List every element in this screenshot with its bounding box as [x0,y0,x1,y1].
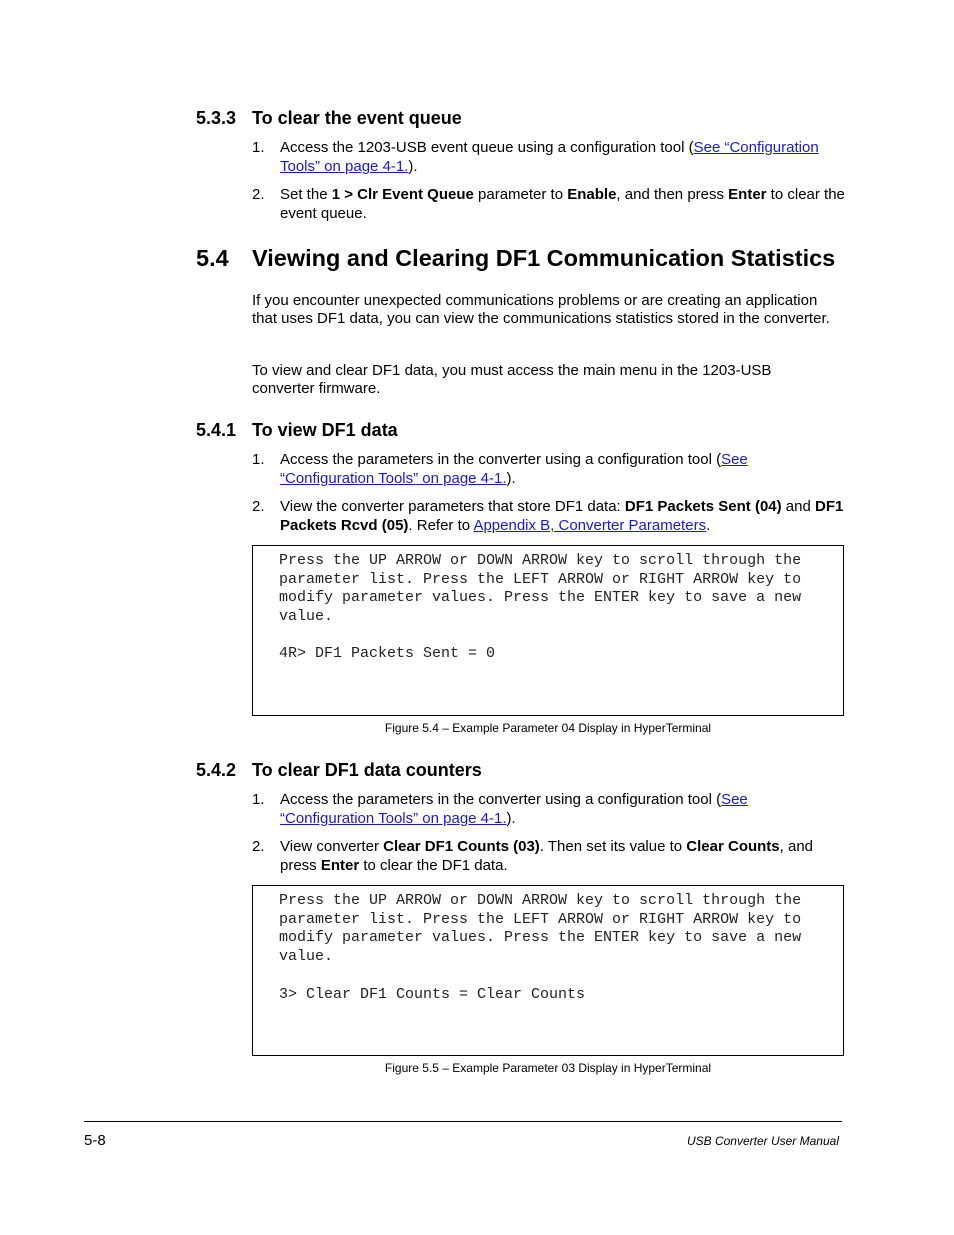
terminal-line: parameter list. Press the LEFT ARROW or RIGHT ARROW key to [279,570,802,588]
config-tools-link[interactable]: See “Configuration Tools” on page 4-1. [280,139,819,175]
terminal-line: value. [279,947,334,965]
terminal-line: Press the UP ARROW or DOWN ARROW key to scroll through the [279,552,802,569]
step-1-event-queue [252,138,852,178]
step-text: Access the parameters in the converter using a configuration tool (See “Configuration Tools” on page 4-1.). [280,791,748,827]
step-text: Set the 1 > Clr Event Queue parameter to Enable, and then press Enter to clear the event queue. [280,186,845,222]
page-number: 5-8 [84,1132,106,1149]
step-1-clear-df1 [252,790,852,830]
step-number: 1. [252,791,265,808]
section-title: To view DF1 data [252,420,398,440]
step-text: View the converter parameters that store DF1 data: DF1 Packets Sent (04) and DF1 Packets Rcvd (05). Refer to Appendix B, Converter Parameters. [280,498,844,534]
manual-title: USB Converter User Manual [686,1134,839,1148]
section-title: Viewing and Clearing DF1 Communication Statistics [252,245,836,271]
section-number: 5.4.2 [196,760,237,780]
hyperterminal-display-param-03 [252,885,844,1056]
section-number: 5.4.1 [196,420,237,440]
section-heading-5-4-2 [196,759,836,781]
figure-caption-5-4: Figure 5.4 – Example Parameter 04 Display in HyperTerminal [384,721,712,735]
section-heading-5-4-1 [196,419,836,441]
terminal-line: parameter list. Press the LEFT ARROW or RIGHT ARROW key to [279,910,802,928]
step-number: 1. [252,139,265,156]
step-text: Access the 1203-USB event queue using a configuration tool (See “Configuration Tools” on page 4-1.). [280,139,819,175]
footer-rule [84,1121,842,1122]
section-heading-5-4 [196,244,876,272]
terminal-line: value. [279,607,334,625]
step-text: Access the parameters in the converter using a configuration tool (See “Configuration Tools” on page 4-1.). [280,451,748,487]
step-2-view-df1 [252,497,852,537]
step-number: 2. [252,186,265,203]
terminal-value-line: 3> Clear DF1 Counts = Clear Counts [279,986,586,1003]
access-paragraph: To view and clear DF1 data, you must access the main menu in the 1203-USB converter firmware. [252,362,772,397]
step-number: 1. [252,451,265,468]
step-2-clear-df1 [252,837,852,877]
terminal-line: Press the UP ARROW or DOWN ARROW key to scroll through the [279,892,802,909]
step-number: 2. [252,498,265,515]
step-1-view-df1 [252,450,852,490]
section-title: To clear DF1 data counters [252,760,482,780]
terminal-line: modify parameter values. Press the ENTER key to save a new [279,929,802,947]
figure-caption-5-5: Figure 5.5 – Example Parameter 03 Display in HyperTerminal [384,1061,712,1075]
step-text: View converter Clear DF1 Counts (03). Then set its value to Clear Counts, and press Enter to clear the DF1 data. [280,838,814,874]
section-title: To clear the event queue [252,108,462,128]
config-tools-link[interactable]: See “Configuration Tools” on page 4-1. [280,451,748,487]
section-number: 5.4 [196,245,229,271]
step-2-event-queue [252,185,852,225]
intro-paragraph: If you encounter unexpected communications problems or are creating an application that uses DF1 data, you can view the communications statistics stored in the converter. [252,292,830,327]
appendix-b-link[interactable]: Appendix B, Converter Parameters [473,517,707,534]
config-tools-link[interactable]: See “Configuration Tools” on page 4-1. [280,791,748,827]
section-heading-5-3-3 [196,107,836,129]
hyperterminal-display-param-04 [252,545,844,716]
terminal-line: modify parameter values. Press the ENTER key to save a new [279,589,802,607]
step-number: 2. [252,838,265,855]
terminal-value-line: 4R> DF1 Packets Sent = 0 [279,645,496,662]
section-number: 5.3.3 [196,108,237,128]
